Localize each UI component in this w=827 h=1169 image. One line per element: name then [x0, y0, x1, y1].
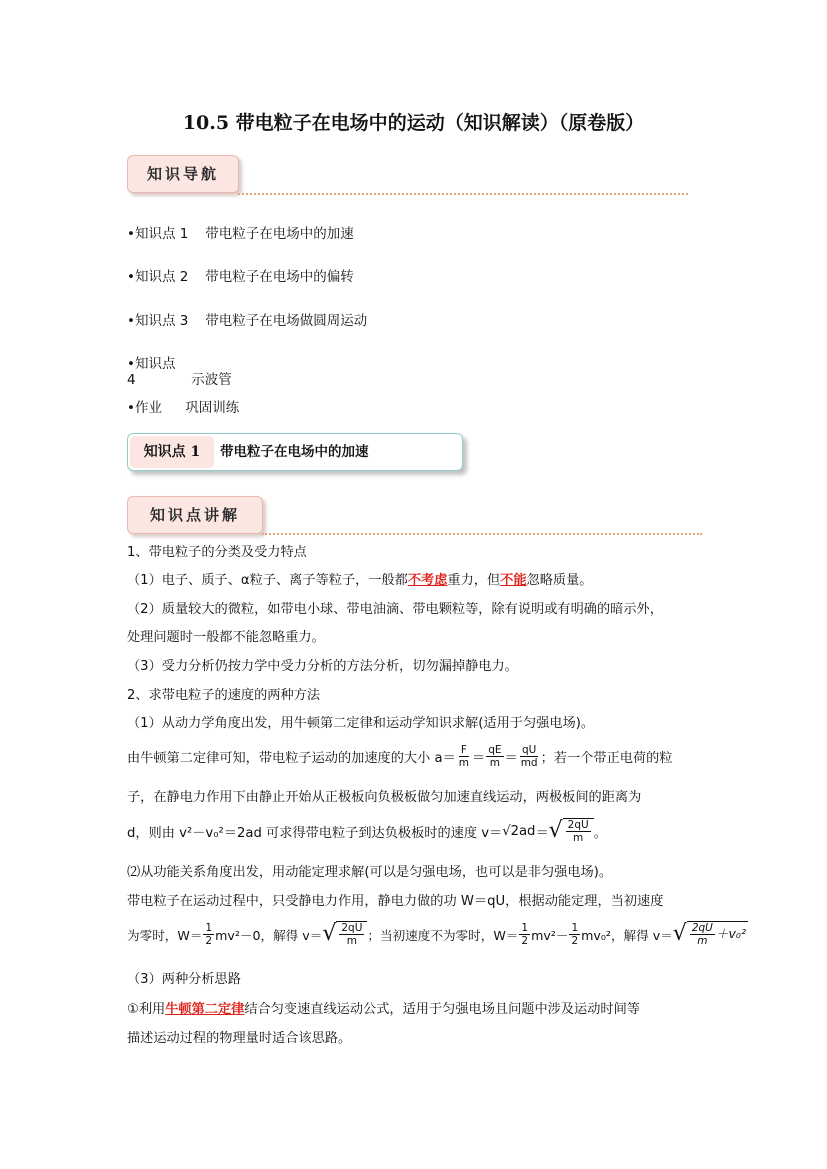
toc-label: •知识点 3	[127, 313, 189, 329]
paragraph: ①利用牛顿第二定律结合匀变速直线运动公式，适用于匀强电场且问题中涉及运动时间等	[127, 1002, 640, 1017]
paragraph: 子，在静电力作用下由静止开始从正极板向负极板做匀加速直线运动，两极板间的距离为	[127, 790, 642, 805]
toc-item-5[interactable]	[127, 396, 239, 416]
kp-text: 带电粒子在电场中的加速	[220, 444, 369, 460]
fraction: $\frac{1}{2}$	[521, 921, 529, 947]
toc-text: 带电粒子在电场中的加速	[205, 226, 354, 242]
toc-label: •知识点 4	[127, 356, 176, 388]
sqrt-icon: √	[322, 921, 337, 946]
toc-text: 巩固训练	[185, 400, 240, 416]
toc-item-3[interactable]	[127, 309, 367, 329]
toc-item-4[interactable]	[127, 352, 232, 388]
toc-text: 带电粒子在电场中的偏转	[205, 269, 354, 285]
kp-label: 知识点 1	[130, 436, 214, 468]
fraction: $\frac{qU}{md}$	[520, 743, 538, 769]
toc-item-1[interactable]	[127, 222, 354, 242]
fraction: $\frac{2qU}{m}$	[691, 922, 713, 947]
toc-text: 示波管	[191, 372, 232, 388]
toc-item-2[interactable]	[127, 265, 354, 285]
sqrt-icon: √	[672, 921, 687, 946]
fraction: $\frac{1}{2}$	[571, 921, 579, 947]
paragraph: （1）从动力学角度出发，用牛顿第二定律和运动学知识求解(适用于匀强电场)。	[127, 716, 595, 731]
toc-text: 带电粒子在电场做圆周运动	[205, 313, 368, 329]
paragraph: 带电粒子在运动过程中，只受静电力作用，静电力做的功 W＝qU，根据动能定理，当初速度	[127, 894, 664, 909]
paragraph: ⑵从功能关系角度出发，用动能定理求解(可以是匀强电场，也可以是非匀强电场)。	[127, 865, 613, 880]
fraction: $\frac{F}{m}$	[458, 743, 470, 769]
paragraph: （3）受力分析仍按力学中受力分析的方法分析，切勿漏掉静电力。	[127, 659, 518, 674]
fraction: $\frac{qE}{m}$	[488, 743, 502, 769]
formula-line: d，则由 v²－v₀²＝2ad 可求得带电粒子到达负极板时的速度 v＝ √2ad ＝ √ $\frac{2qU}{m}$ 。	[127, 818, 607, 844]
toc-label: •知识点 1	[127, 226, 189, 242]
toc-label: •作业	[127, 400, 162, 416]
knowledge-point-1-header	[127, 433, 463, 471]
fraction: $\frac{2qU}{m}$	[567, 819, 589, 844]
sqrt-icon: √	[548, 818, 563, 843]
formula-line: 为零时，W＝ $\frac{1}{2}$ mv²－0，解得 v＝ √ $\frac{2qU}{m}$ ；当初速度不为零时，W＝ $\frac{1}{2}$ mv²－ $\frac{1}{2}$ mv₀²，解得 v＝ √ $\frac{2qU}{m}$ ＋v₀²	[127, 921, 746, 947]
toc-label: •知识点 2	[127, 269, 189, 285]
section-heading: 2、求带电粒子的速度的两种方法	[127, 688, 321, 703]
page-title: 10.5 带电粒子在电场中的运动（知识解读）（原卷版）	[182, 112, 645, 134]
formula-line: 由牛顿第二定律可知，带电粒子运动的加速度的大小 a＝ $\frac{F}{m}$ ＝ $\frac{qE}{m}$ ＝ $\frac{qU}{md}$ ；若一个带正电荷的粒	[127, 743, 673, 769]
paragraph: 处理问题时一般都不能忽略重力。	[127, 630, 325, 645]
banner-knowledge-explain: 知识点讲解	[127, 496, 263, 534]
section-heading: 1、带电粒子的分类及受力特点	[127, 545, 307, 560]
banner-knowledge-nav: 知识导航	[127, 155, 239, 193]
highlight: 不考虑	[407, 573, 448, 588]
fraction: $\frac{2qU}{m}$	[341, 922, 363, 947]
divider-dotted	[262, 533, 702, 535]
paragraph: （2）质量较大的微粒，如带电小球、带电油滴、带电颗粒等，除有说明或有明确的暗示外，	[127, 602, 663, 617]
highlight: 牛顿第二定律	[165, 1002, 245, 1017]
section-heading: （3）两种分析思路	[127, 972, 241, 987]
divider-dotted	[238, 193, 688, 195]
paragraph: （1）电子、质子、α粒子、离子等粒子，一般都不考虑重力，但不能忽略质量。	[127, 573, 593, 588]
highlight: 不能	[500, 573, 527, 588]
paragraph: 描述运动过程的物理量时适合该思路。	[127, 1031, 352, 1046]
fraction: $\frac{1}{2}$	[205, 921, 213, 947]
